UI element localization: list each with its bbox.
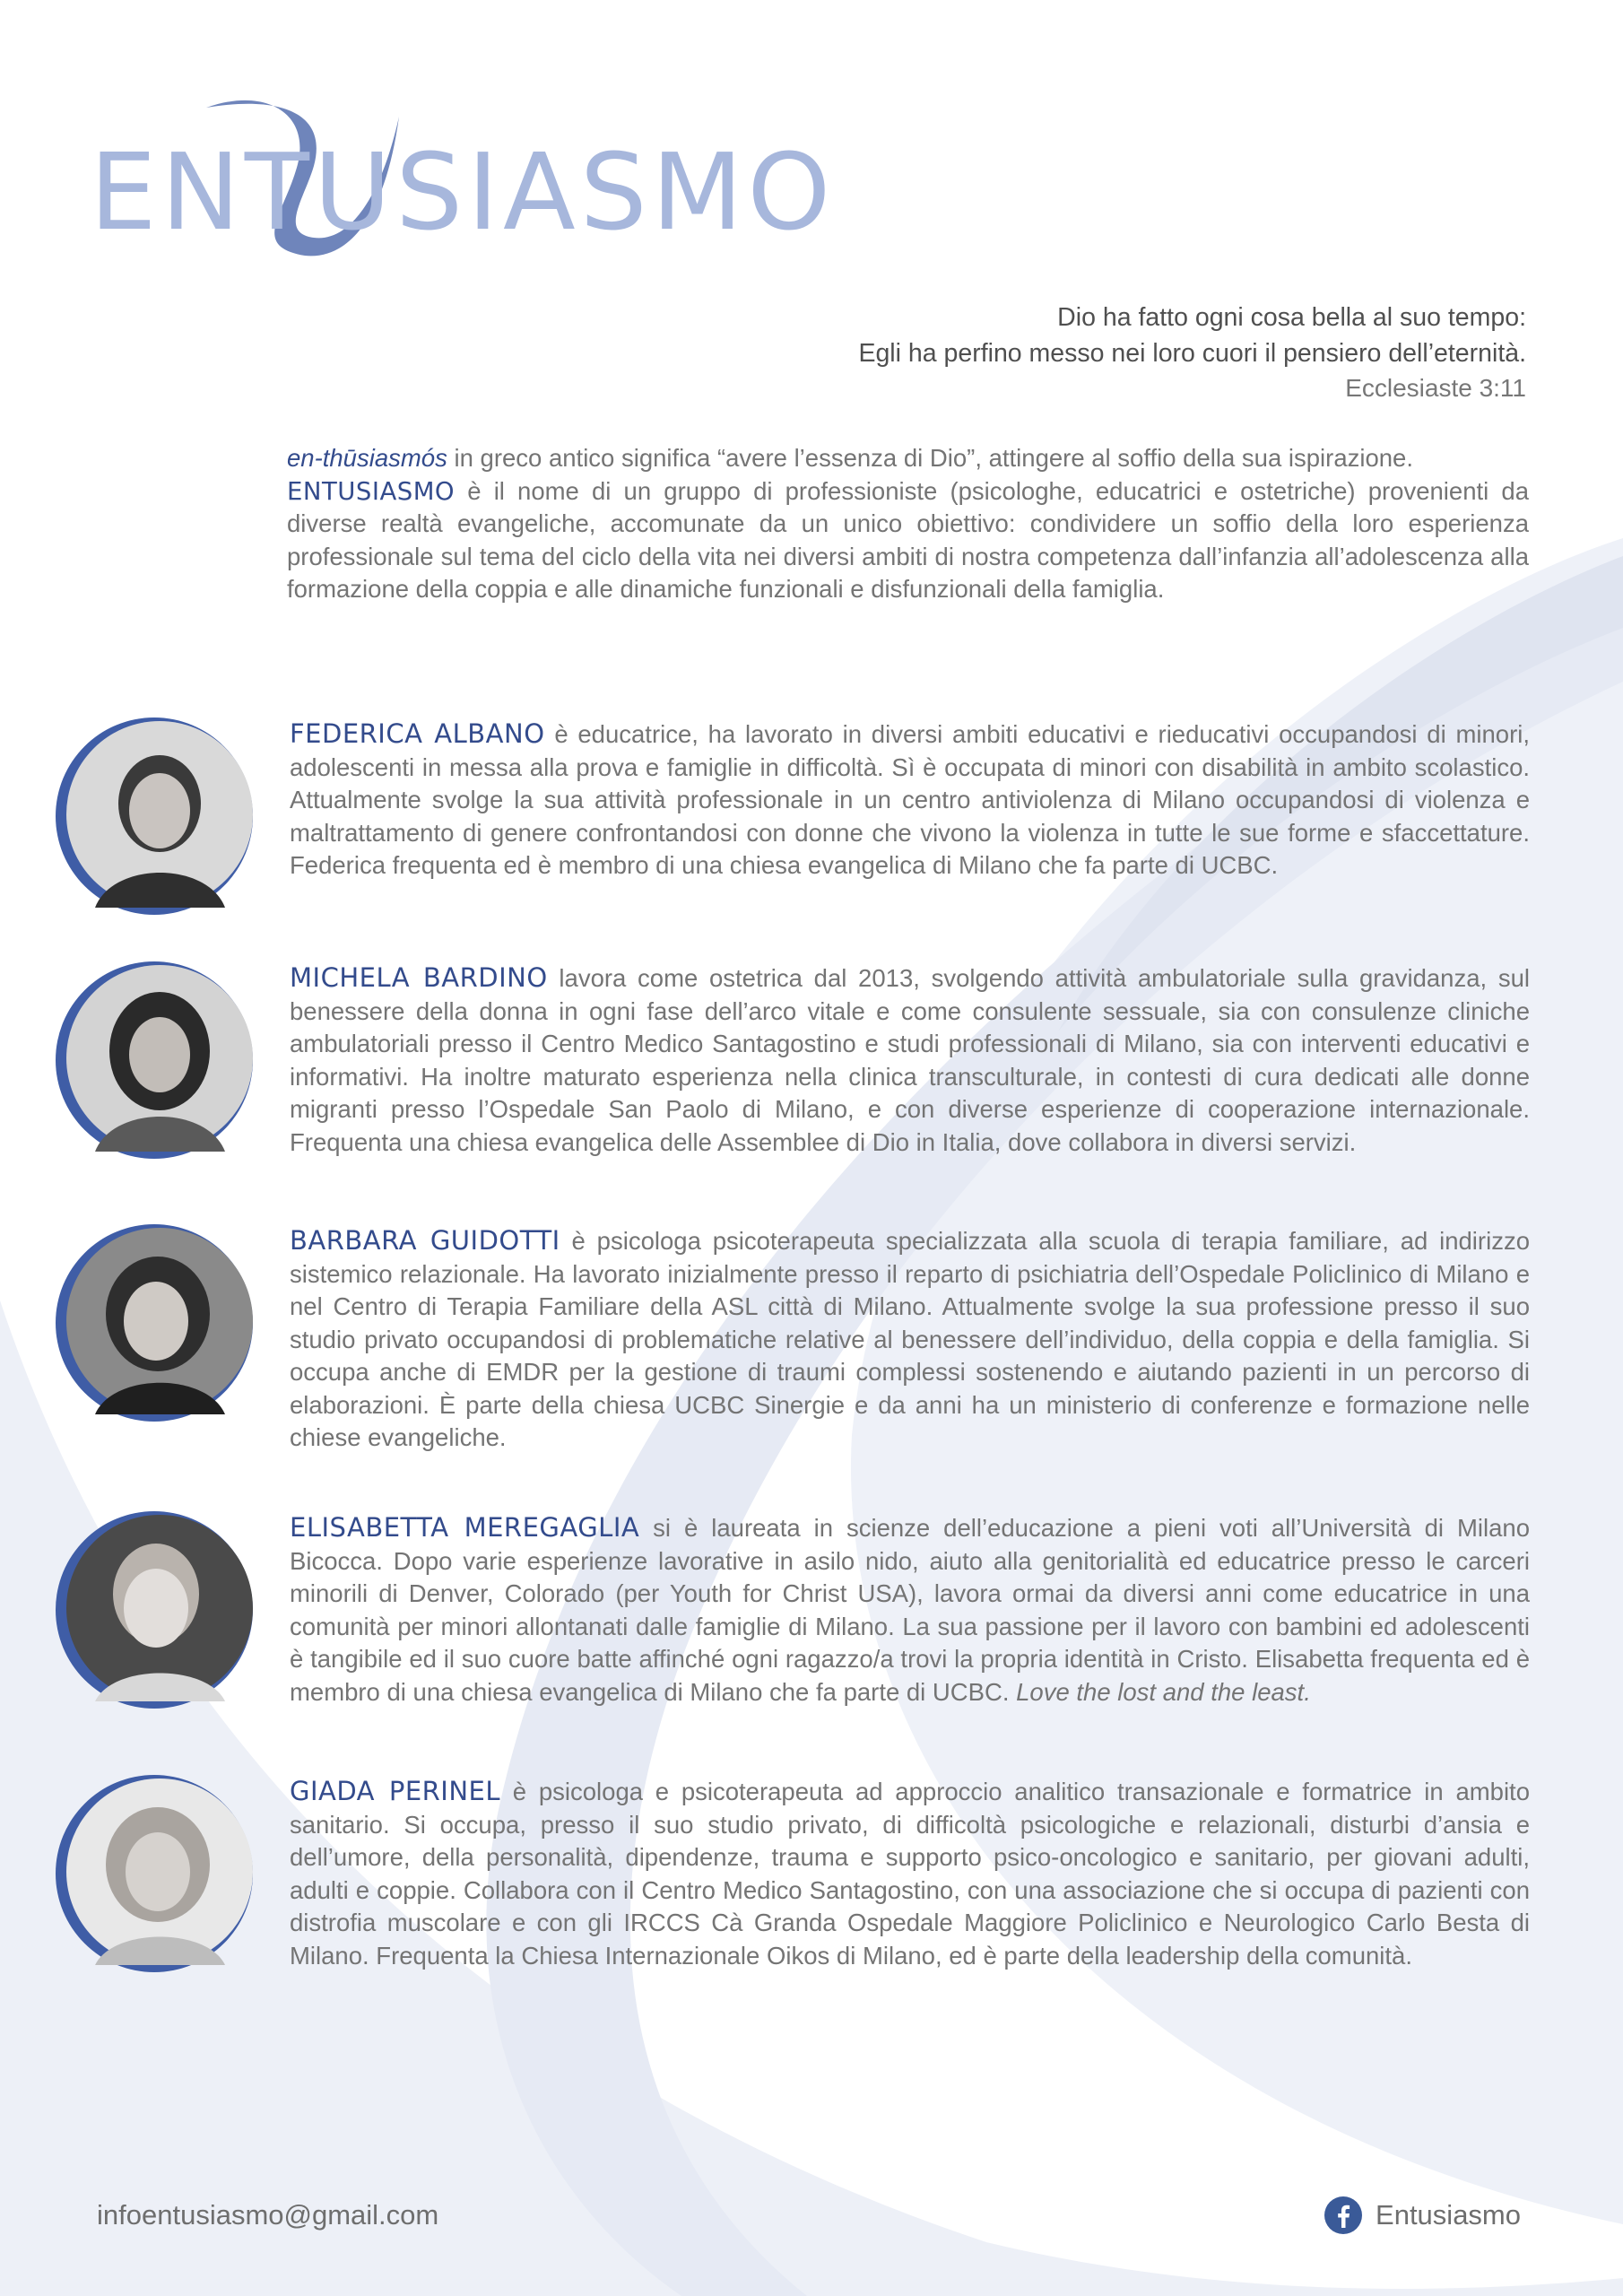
intro-brand-name: ENTUSIASMO — [287, 476, 456, 506]
facebook-label: Entusiasmo — [1376, 2199, 1521, 2231]
bio-description: si è laureata in scienze dell’educazione a pieni voti all’Università di Milano Bicocca. Dopo varie esperienze lavorative in asilo nido, aiuto alla genitorialità ed educatrice presso le carceri minorili di Denver, Colorado (per Youth for Christ USA), lavora ormai da diversi anni come educatrice in una comunità per minori allontanati dalle famiglie di Milano. La sua passione per il lavoro con bambini ed adolescenti è tangibile ed il suo cuore batte affinché ogni ragazzo/a trovi la propria identità in Cristo. Elisabetta frequenta ed è membro di una chiesa evangelica di Milano che fa parte di UCBC. — [290, 1514, 1530, 1706]
contact-email[interactable]: infoentusiasmo@gmail.com — [97, 2199, 439, 2231]
portrait-photo — [50, 718, 255, 922]
facebook-icon — [1324, 2196, 1363, 2235]
bio-name: GIADA PERINEL — [290, 1776, 501, 1806]
entusiasmo-logo — [90, 90, 836, 260]
bio-description: lavora come ostetrica dal 2013, svolgendo attività ambulatoriale sulla gravidanza, sul benessere della donna in ogni fase dell’arco vitale e come consulente sessuale, sia con consulenze cliniche ambulatoriali presso il Centro Medico Santagostino e studi professionali di Milano, sia con interventi educativi e informativi. Ha inoltre maturato esperienza nella clinica transculturale, in contesti di cura dedicati alle donne migranti presso l’Ospedale San Paolo di Milano, e con diverse esperienze di cooperazione internazionale. Frequenta una chiesa evangelica delle Assemblee di Dio in Italia, dove collabora in diversi servizi. — [290, 964, 1531, 1156]
intro-term-meaning: in greco antico significa “avere l’essenza di Dio”, attingere al soffio della sua ispirazione. — [447, 444, 1413, 472]
facebook-link[interactable] — [1324, 2196, 1521, 2235]
quote-line-1: Dio ha fatto ogni cosa bella al suo tempo: — [1057, 303, 1526, 332]
portrait-photo — [50, 1224, 255, 1429]
intro-term: en-thūsiasmós — [287, 444, 447, 472]
quote-reference: Ecclesiaste 3:11 — [1345, 374, 1526, 402]
logo-wordmark: ENTUSIASMO — [90, 130, 836, 254]
portrait-photo — [50, 961, 255, 1166]
portrait-photo — [50, 1511, 255, 1716]
bio-name: BARBARA GUIDOTTI — [290, 1225, 560, 1256]
bio-description: è psicologa psicoterapeuta specializzata alla scuola di terapia familiare, ad indirizzo sistemico relazionale. Ha lavorato inizialmente presso il reparto di psichiatria dell’Ospedale Policlinico di Milano e nel Centro di Terapia Familiare della ASL città di Milano. Attualmente svolge la sua professione presso il suo studio privato occupandosi di problematiche relative al benessere dell’individuo, della coppia e della famiglia. Si occupa anche di EMDR per la gestione di traumi complessi sostenendo e aiutando pazienti in un percorso di elaborazioni. È parte della chiesa UCBC Sinergie e da anni ha un ministerio di conferenze e formazione nelle chiese evangeliche. — [290, 1227, 1530, 1451]
bio-description: è educatrice, ha lavorato in diversi ambiti educativi e rieducativi occupandosi di minori, adolescenti in messa alla prova e famiglie in difficoltà. Sì è occupata di minori con disabilità in ambito scolastico. Attualmente svolge la sua attività professionale in un centro antiviolenza di Milano occupandosi di violenza e maltrattamento di genere confrontandosi con donne che vivono la violenza in tutte le sue forme e sfaccettature. Federica frequenta ed è membro di una chiesa evangelica di Milano che fa parte di UCBC. — [290, 720, 1530, 879]
bio-tagline: Love the lost and the least. — [1016, 1677, 1311, 1706]
bio-text — [290, 1224, 1530, 1455]
bio-text — [290, 961, 1530, 1159]
quote-line-2: Egli ha perfino messo nei loro cuori il pensiero dell’eternità. — [858, 339, 1526, 368]
bible-quote — [858, 300, 1526, 405]
intro-paragraph — [287, 442, 1529, 606]
bio-text — [290, 718, 1530, 883]
bio-text — [290, 1511, 1530, 1709]
bio-name: FEDERICA ALBANO — [290, 718, 545, 749]
bio-description: è psicologa e psicoterapeuta ad approccio analitico transazionale e formatrice in ambito sanitario. Si occupa, presso il suo studio privato, di difficoltà psicologiche e relazionali, disturbi d’ansia e dell’umore, della personalità, dipendenze, trauma e supporto psico-oncologico e sanitario, per giovani adulti, adulti e coppie. Collabora con il Centro Medico Santagostino, con una associazione che si occupa di pazienti con distrofia muscolare e con gli IRCCS Cà Granda Ospedale Maggiore Policlinico e Neurologico Carlo Besta di Milano. Frequenta la Chiesa Internazionale Oikos di Milano, ed è parte della leadership della comunità. — [290, 1778, 1530, 1970]
portrait-photo — [50, 1775, 255, 1979]
bio-name: MICHELA BARDINO — [290, 962, 548, 993]
bio-name: ELISABETTA MEREGAGLIA — [290, 1512, 640, 1543]
bio-text — [290, 1775, 1530, 1972]
intro-description: è il nome di un gruppo di professioniste (psicologhe, educatrici e ostetriche) provenienti da diverse realtà evangeliche, accomunate da un unico obiettivo: condividere un soffio della loro esperienza professionale sul tema del ciclo della vita nei diversi ambiti di nostra competenza dall’infanzia all’adolescenza alla formazione della coppia e alle dinamiche funzionali e disfunzionali della famiglia. — [287, 476, 1529, 603]
